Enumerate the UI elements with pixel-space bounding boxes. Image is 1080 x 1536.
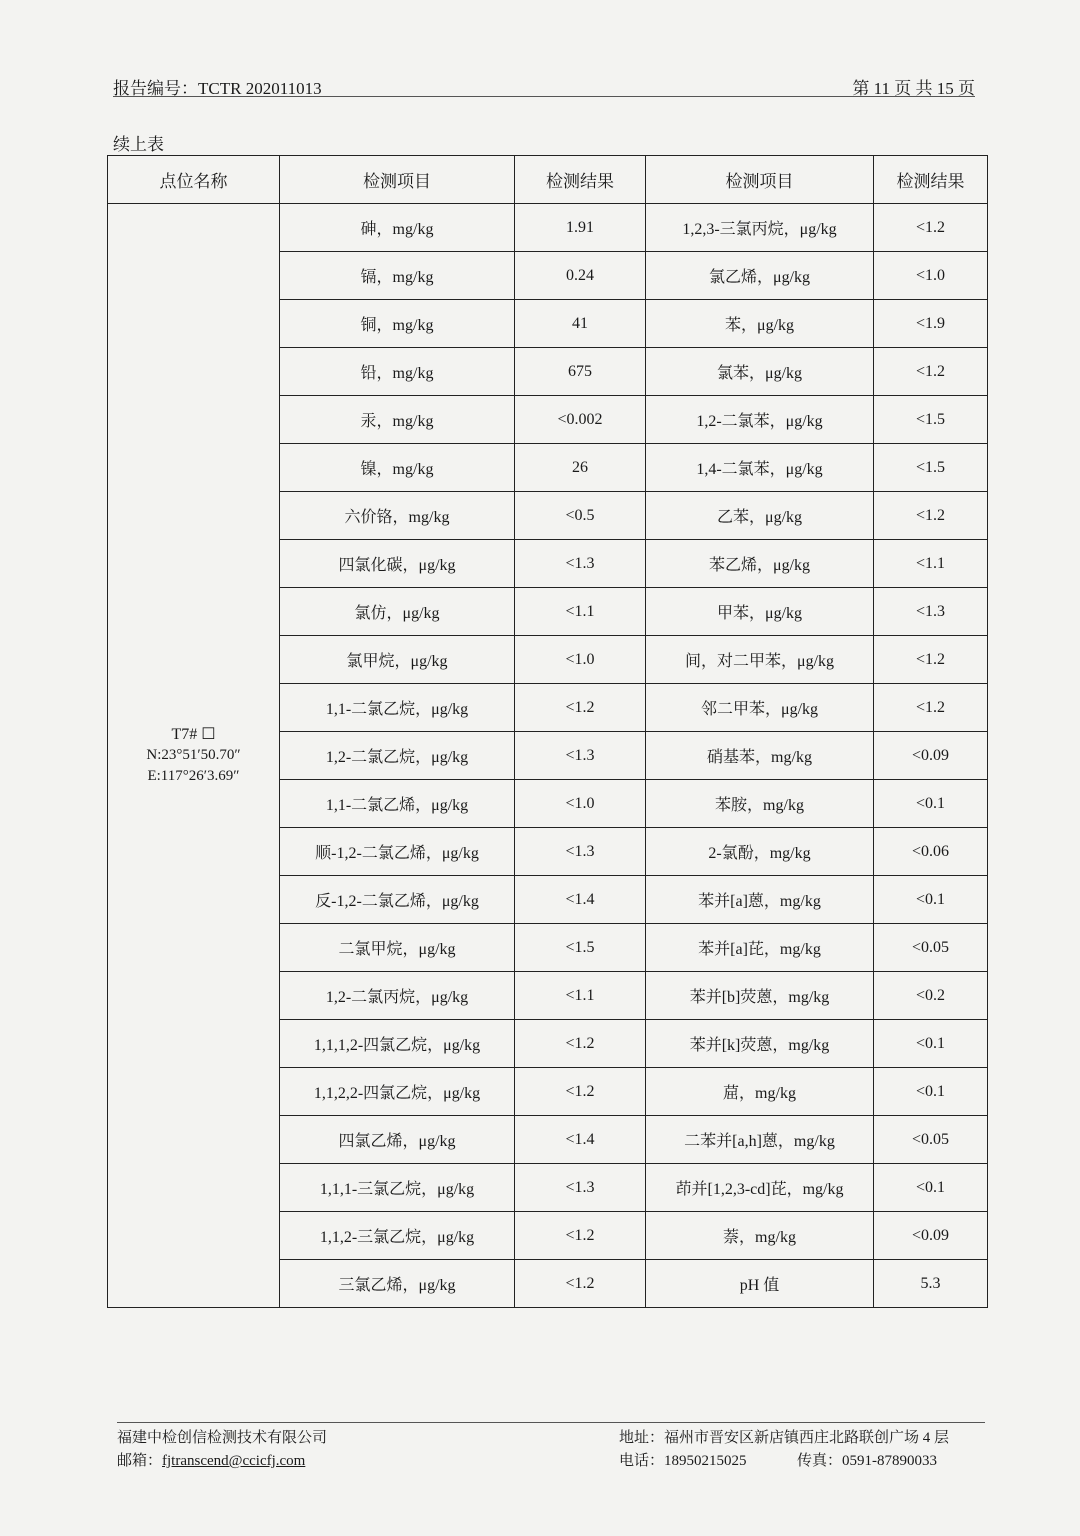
item-cell: 1,2,3-三氯丙烷，μg/kg <box>646 204 874 252</box>
result-cell: <1.2 <box>874 492 988 540</box>
item-cell: 硝基苯，mg/kg <box>646 732 874 780</box>
result-cell: <1.5 <box>874 444 988 492</box>
item-cell: 间，对二甲苯，μg/kg <box>646 636 874 684</box>
checkbox-icon: ☐ <box>201 726 216 743</box>
item-cell: 萘，mg/kg <box>646 1212 874 1260</box>
item-cell: 1,2-二氯丙烷，μg/kg <box>280 972 515 1020</box>
item-cell: 1,1-二氯乙烯，μg/kg <box>280 780 515 828</box>
page-header <box>113 72 975 97</box>
item-cell: 苯并[a]蒽，mg/kg <box>646 876 874 924</box>
page-info: 第 11 页 共 15 页 <box>852 79 975 98</box>
result-cell: <0.1 <box>874 876 988 924</box>
item-cell: 顺-1,2-二氯乙烯，μg/kg <box>280 828 515 876</box>
report-number: 报告编号：TCTR 202011013 <box>113 79 322 98</box>
email-label: 邮箱： <box>117 1453 163 1469</box>
result-cell: 5.3 <box>874 1260 988 1308</box>
item-cell: 砷，mg/kg <box>280 204 515 252</box>
result-cell: <1.2 <box>874 636 988 684</box>
site-longitude: E:117°26′3.69″ <box>147 768 240 784</box>
result-cell: <0.1 <box>874 1164 988 1212</box>
result-cell: <1.3 <box>515 540 646 588</box>
result-cell: <1.2 <box>874 204 988 252</box>
item-cell: 汞，mg/kg <box>280 396 515 444</box>
result-cell: <0.05 <box>874 924 988 972</box>
table-header-row <box>108 156 988 204</box>
result-cell: <1.1 <box>874 540 988 588</box>
item-cell: 氯仿，μg/kg <box>280 588 515 636</box>
result-cell: <1.2 <box>874 348 988 396</box>
result-cell: <1.9 <box>874 300 988 348</box>
result-cell: <1.0 <box>874 252 988 300</box>
result-cell: <1.1 <box>515 588 646 636</box>
item-cell: 三氯乙烯，μg/kg <box>280 1260 515 1308</box>
result-cell: <1.4 <box>515 876 646 924</box>
result-cell: <0.2 <box>874 972 988 1020</box>
result-cell: <0.002 <box>515 396 646 444</box>
item-cell: 苯并[a]芘，mg/kg <box>646 924 874 972</box>
result-cell: <0.1 <box>874 1068 988 1116</box>
item-cell: 甲苯，μg/kg <box>646 588 874 636</box>
result-cell: <1.2 <box>515 684 646 732</box>
result-cell: <0.1 <box>874 1020 988 1068</box>
result-cell: <1.2 <box>874 684 988 732</box>
item-cell: 苯，μg/kg <box>646 300 874 348</box>
item-cell: 2-氯酚，mg/kg <box>646 828 874 876</box>
item-cell: 镍，mg/kg <box>280 444 515 492</box>
result-cell: <1.5 <box>515 924 646 972</box>
site-latitude: N:23°51′50.70″ <box>146 747 241 763</box>
result-cell: <0.09 <box>874 1212 988 1260</box>
item-cell: 铅，mg/kg <box>280 348 515 396</box>
result-cell: <1.2 <box>515 1212 646 1260</box>
address: 地址：福州市晋安区新店镇西庄北路联创广场 4 层 <box>619 1430 950 1446</box>
email-line <box>117 1449 305 1470</box>
item-cell: 1,2-二氯苯，μg/kg <box>646 396 874 444</box>
item-cell: 氯苯，μg/kg <box>646 348 874 396</box>
result-cell: <1.3 <box>874 588 988 636</box>
item-cell: 四氯化碳，μg/kg <box>280 540 515 588</box>
phone: 电话：18950215025 <box>619 1453 747 1469</box>
item-cell: 苯并[k]荧蒽，mg/kg <box>646 1020 874 1068</box>
continued-label: 续上表 <box>113 135 164 154</box>
item-cell: 1,1,2,2-四氯乙烷，μg/kg <box>280 1068 515 1116</box>
result-cell: <1.2 <box>515 1068 646 1116</box>
result-cell: 26 <box>515 444 646 492</box>
site-cell <box>108 204 280 1308</box>
item-cell: 苯胺，mg/kg <box>646 780 874 828</box>
header-site: 点位名称 <box>108 156 280 204</box>
item-cell: 1,2-二氯乙烷，μg/kg <box>280 732 515 780</box>
item-cell: 邻二甲苯，μg/kg <box>646 684 874 732</box>
result-cell: <1.3 <box>515 732 646 780</box>
item-cell: 苯乙烯，μg/kg <box>646 540 874 588</box>
item-cell: 二苯并[a,h]蒽，mg/kg <box>646 1116 874 1164</box>
header-result: 检测结果 <box>874 156 988 204</box>
table-body <box>108 204 988 1308</box>
item-cell: 1,1,1,2-四氯乙烷，μg/kg <box>280 1020 515 1068</box>
item-cell: 1,4-二氯苯，μg/kg <box>646 444 874 492</box>
item-cell: 䓛，mg/kg <box>646 1068 874 1116</box>
table-row <box>108 204 988 252</box>
result-cell: 41 <box>515 300 646 348</box>
result-cell: <1.2 <box>515 1020 646 1068</box>
item-cell: 苯并[b]荧蒽，mg/kg <box>646 972 874 1020</box>
result-cell: <0.06 <box>874 828 988 876</box>
result-cell: <1.3 <box>515 828 646 876</box>
result-cell: <1.4 <box>515 1116 646 1164</box>
header-item: 检测项目 <box>646 156 874 204</box>
result-cell: <1.5 <box>874 396 988 444</box>
result-cell: <1.1 <box>515 972 646 1020</box>
item-cell: 茚并[1,2,3-cd]芘，mg/kg <box>646 1164 874 1212</box>
fax: 传真：0591-87890033 <box>797 1453 937 1469</box>
item-cell: 四氯乙烯，μg/kg <box>280 1116 515 1164</box>
item-cell: 氯甲烷，μg/kg <box>280 636 515 684</box>
header-result: 检测结果 <box>515 156 646 204</box>
item-cell: 1,1,1-三氯乙烷，μg/kg <box>280 1164 515 1212</box>
item-cell: 二氯甲烷，μg/kg <box>280 924 515 972</box>
site-name: T7# ☐ <box>171 726 216 743</box>
result-cell: <1.2 <box>515 1260 646 1308</box>
email-link[interactable]: fjtranscend@ccicfj.com <box>162 1453 306 1469</box>
item-cell: 1,1,2-三氯乙烷，μg/kg <box>280 1212 515 1260</box>
page-footer <box>117 1422 985 1471</box>
item-cell: 铜，mg/kg <box>280 300 515 348</box>
company-name: 福建中检创信检测技术有限公司 <box>117 1430 328 1446</box>
result-cell: 0.24 <box>515 252 646 300</box>
results-table <box>107 155 988 1308</box>
item-cell: pH 值 <box>646 1260 874 1308</box>
header-item: 检测项目 <box>280 156 515 204</box>
result-cell: <1.3 <box>515 1164 646 1212</box>
result-cell: 675 <box>515 348 646 396</box>
item-cell: 反-1,2-二氯乙烯，μg/kg <box>280 876 515 924</box>
result-cell: <0.1 <box>874 780 988 828</box>
result-cell: <1.0 <box>515 780 646 828</box>
item-cell: 乙苯，μg/kg <box>646 492 874 540</box>
result-cell: <0.09 <box>874 732 988 780</box>
result-cell: <0.05 <box>874 1116 988 1164</box>
result-cell: <0.5 <box>515 492 646 540</box>
item-cell: 六价铬，mg/kg <box>280 492 515 540</box>
item-cell: 镉，mg/kg <box>280 252 515 300</box>
item-cell: 氯乙烯，μg/kg <box>646 252 874 300</box>
result-cell: <1.0 <box>515 636 646 684</box>
result-cell: 1.91 <box>515 204 646 252</box>
item-cell: 1,1-二氯乙烷，μg/kg <box>280 684 515 732</box>
